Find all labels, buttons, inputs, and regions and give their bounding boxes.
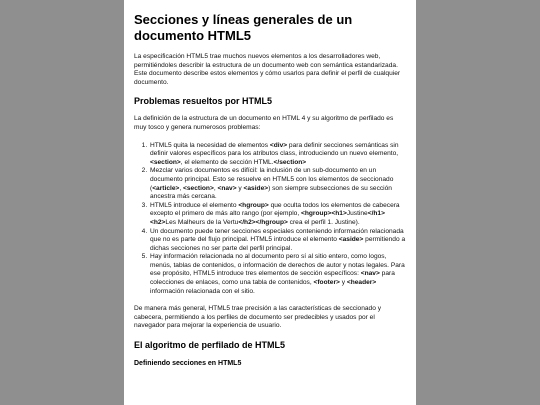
section-heading-problems: Problemas resueltos por HTML5 [134,96,273,107]
list-item-text: Un documento puede tener secciones especiales conteniendo información relacionada que no es parte del flujo principal. HTML5 introduce el elemento [150,227,404,244]
problem-list-item [149,253,406,296]
code-element-name: <div> [269,141,288,149]
page-title: Secciones y líneas generales de un documento HTML5 [134,12,353,43]
list-item-text: y [236,184,244,192]
code-element-name: <section> [183,184,214,192]
list-item-text: , [179,184,184,192]
list-item-text: , [213,184,218,192]
list-item-text: , el elemento de sección HTML. [180,158,274,166]
subsection-heading-defining: Definiendo secciones en HTML5 [134,360,242,368]
document-page [124,0,416,405]
problems-list [134,142,406,297]
problem-list-item [149,142,406,168]
code-element-name: <nav> [217,184,237,192]
code-element-name: <article> [152,184,180,192]
code-element-name: <section> [150,158,181,166]
list-item-text: ) son siempre subsecciones de su sección ancestra más cercana. [150,184,392,201]
problems-intro-paragraph: La definición de la estructura de un documento en HTML 4 y su algoritmo de perfilado es muy tosco y genera numerosos problemas: [134,115,394,131]
code-element-name: <hgroup><h1> [301,210,347,218]
code-element-name: <header> [346,279,377,287]
intro-paragraph: La especificación HTML5 trae muchos nuevos elementos a los desarrolladores web, permitiéndoles describir la estructura de un documento web con semántica estandarizada. Este documento describe estos elementos y cómo usarlos para definir el perfil de cualquier documento. [134,53,401,86]
list-item-text: crea el perfil 1. Justine). [287,218,360,226]
list-item-text: Les Malheurs de la Vertu [165,218,239,226]
list-item-text: Mezclar varios documentos es difícil: la inclusión de un sub-documento en un documento principal. Esto se resuelve en HTML5 con los elementos de seccionado ( [150,167,394,192]
code-element-name: <aside> [338,236,364,244]
problem-list-item [149,228,406,254]
problem-list-item [149,167,406,201]
code-element-name: <footer> [313,279,340,287]
list-item-text: que oculta todos los elementos de cabecera excepto el primero de más alto rango (por ejemplo, [150,201,400,218]
code-element-name: </h1><h2> [150,210,385,226]
list-item-text: para colecciones de enlaces, como una tabla de contenidos, [150,270,395,287]
conclusion-paragraph: De manera más general, HTML5 trae precisión a las características de seccionado y cabecera, permitiendo a los perfiles de documento ser predecibles y usados por el navegador para mejorar la experiencia de usuario. [134,305,382,330]
list-item-text: HTML5 quita la necesidad de elementos [150,141,270,149]
list-item-text: Justine [346,210,368,218]
section-heading-algorithm: El algoritmo de perfilado de HTML5 [134,340,286,351]
code-element-name: <nav> [360,270,380,278]
problem-list-item [149,202,406,228]
list-item-text: HTML5 introduce el elemento [150,201,239,209]
code-element-name: </section> [273,158,307,166]
code-element-name: <hgroup> [238,201,269,209]
list-item-text: y [339,279,347,287]
list-item-text: Hay información relacionada no al documento pero sí al sitio entero, como logos, menús, tablas de contenidos, o información de derechos de autor y notas legales. Para ese propósito, HTML5 introduce tres elementos de sección específicos: [150,253,405,278]
list-item-text: para definir secciones semánticas sin definir valores específicos para los atributos class, introduciendo un nuevo elemento, [150,141,399,158]
code-element-name: </h2></hgroup> [238,218,288,226]
list-item-text: información relacionada con el sitio. [150,287,255,295]
code-element-name: <aside> [243,184,269,192]
list-item-text: permitiendo a dichas secciones no ser parte del perfil principal. [150,236,406,252]
